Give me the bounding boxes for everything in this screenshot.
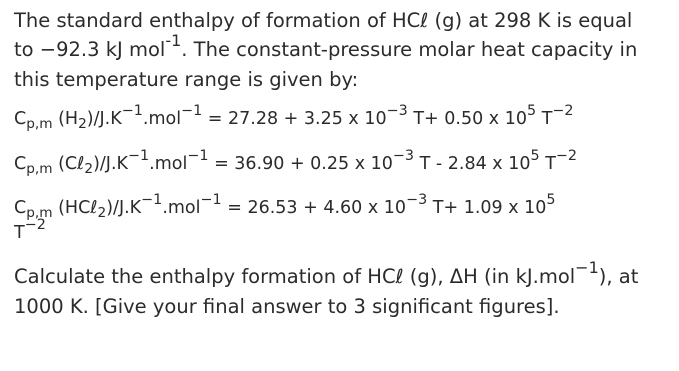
unit-exponent: −1 [200, 192, 222, 209]
rhs-text: T [14, 223, 25, 243]
rhs-text: = 27.28 + 3.25 x 10 [202, 109, 387, 129]
equation-h2 [14, 103, 669, 133]
rhs-exponent: 5 [546, 192, 556, 209]
problem-text [14, 6, 669, 321]
unit-exponent: −1 [128, 148, 150, 165]
question-line-2: 1000 K. [Give your final answer to 3 significant figures]. [14, 295, 560, 318]
rhs-exponent: 5 [530, 148, 540, 165]
cp-subscript: p,m [26, 160, 53, 177]
rhs-exponent: −3 [386, 103, 408, 120]
unit-exponent: −1 [187, 148, 209, 165]
species-label: (Cℓ [52, 154, 85, 174]
question-exponent: −1 [575, 258, 599, 278]
rhs-text: = 36.90 + 0.25 x 10 [208, 154, 393, 174]
equation-hcl [14, 192, 669, 246]
cp-subscript: p,m [26, 115, 53, 132]
question-line-1 [14, 258, 639, 288]
rhs-exponent: 5 [526, 103, 537, 120]
unit-text: )/J.K [93, 154, 128, 174]
rhs-exponent: −2 [552, 103, 574, 120]
heat-capacity-equations [14, 103, 669, 246]
species-subscript: 2 [84, 160, 94, 177]
unit-exponent: −1 [181, 103, 203, 120]
unit-text: .mol [149, 154, 188, 174]
cp-symbol: C [14, 198, 27, 218]
rhs-text: = 26.53 + 4.60 x 10 [221, 198, 407, 218]
rhs-exponent: −2 [555, 148, 578, 165]
unit-text: .mol [162, 198, 201, 218]
unit-exponent: −1 [121, 103, 143, 120]
intro-line-2-tail: . The constant-pressure molar heat capacity in [181, 38, 638, 61]
rhs-text: T [536, 109, 553, 129]
rhs-exponent: −2 [24, 217, 46, 234]
cp-symbol: C [14, 109, 27, 129]
equation-cl2 [14, 148, 669, 178]
unit-text: .mol [142, 109, 182, 129]
cp-symbol: C [14, 154, 27, 174]
species-subscript: 2 [97, 204, 107, 221]
rhs-exponent: −3 [406, 192, 428, 209]
species-subscript: 2 [78, 115, 87, 132]
unit-text: )/J.K [86, 109, 122, 129]
rhs-text: T [539, 154, 556, 174]
intro-line-2-exponent: -1 [165, 31, 182, 51]
rhs-text: T - 2.84 x 10 [414, 154, 531, 174]
species-label: (H [52, 109, 79, 129]
rhs-text: T+ 0.50 x 10 [407, 109, 527, 129]
species-label: (HCℓ [52, 198, 98, 218]
unit-exponent: −1 [141, 192, 163, 209]
rhs-text: T+ 1.09 x 10 [427, 198, 547, 218]
intro-paragraph [14, 6, 669, 94]
question-paragraph [14, 258, 669, 321]
intro-line-2 [14, 31, 638, 61]
cp-subscript: p,m [26, 204, 53, 221]
question-line-1-text: Calculate the enthalpy formation of HCℓ (g), ΔH (in kJ.mol [14, 265, 576, 288]
intro-line-3: this temperature range is given by: [14, 68, 359, 91]
intro-line-1: The standard enthalpy of formation of HCℓ (g) at 298 K is equal [14, 9, 633, 32]
question-line-1-tail: ), at [598, 265, 639, 288]
rhs-exponent: −3 [392, 148, 415, 165]
intro-line-2-text: to −92.3 kJ mol [14, 38, 166, 61]
unit-text: )/J.K [106, 198, 142, 218]
